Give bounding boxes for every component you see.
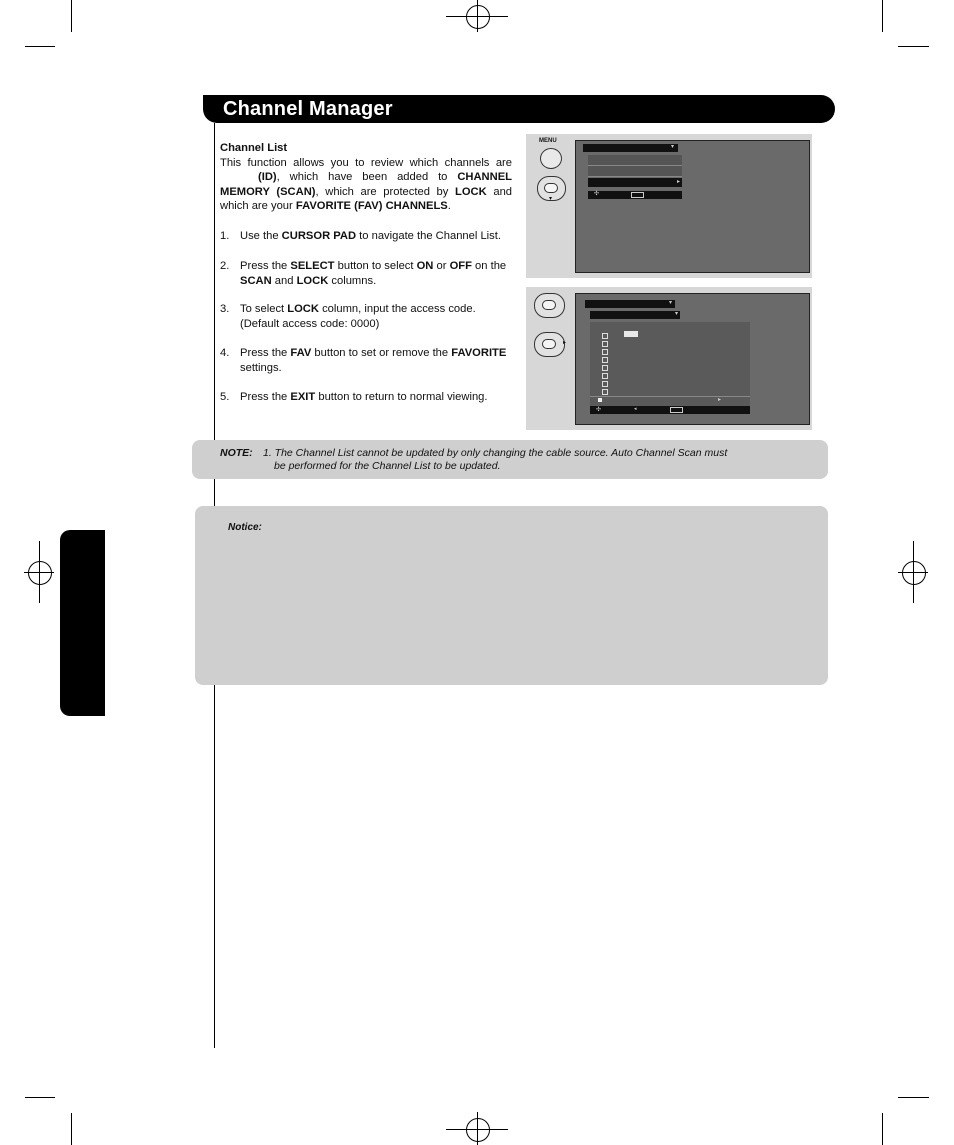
intro-paragraph <box>220 156 512 214</box>
tv-screen <box>575 293 810 425</box>
crop-mark <box>71 0 72 32</box>
intro-text: , which have been added to <box>276 171 448 183</box>
step-keyword: ON <box>416 260 434 272</box>
step-text: To select <box>240 303 288 315</box>
select-button[interactable] <box>542 300 556 310</box>
menu-item <box>588 166 682 177</box>
tv-screen <box>575 140 810 273</box>
menu-title-bar <box>585 300 675 308</box>
select-button[interactable] <box>544 183 558 193</box>
step-number: 5. <box>220 391 230 403</box>
step-keyword: CURSOR PAD <box>281 230 357 242</box>
select-key-icon <box>670 407 683 413</box>
step-text: column, input the access code. <box>318 303 476 315</box>
chevron-down-icon: ▾ <box>671 144 675 150</box>
step-4 <box>220 346 520 375</box>
crop-mark <box>882 0 883 32</box>
step-keyword: FAVORITE <box>451 347 507 359</box>
chevron-left-icon: ◂ <box>634 406 637 412</box>
menu-item-selected <box>588 178 682 187</box>
step-2 <box>220 259 520 288</box>
chevron-down-icon: ▾ <box>669 300 673 306</box>
step-keyword: OFF <box>449 260 472 272</box>
step-number: 1. <box>220 230 230 242</box>
step-3 <box>220 302 520 331</box>
cursor-pad-button[interactable] <box>534 332 565 357</box>
step-keyword: LOCK <box>287 303 319 315</box>
divider <box>590 396 750 397</box>
select-button[interactable] <box>542 339 556 349</box>
step-text: on the <box>471 260 507 272</box>
step-text: columns. <box>328 274 377 287</box>
checkbox[interactable] <box>602 381 608 387</box>
step-number: 4. <box>220 347 230 359</box>
intro-channel-memory: CHANNEL MEMORY (SCAN) <box>220 171 513 198</box>
note-label: NOTE: <box>220 447 253 459</box>
title-bar <box>203 95 835 123</box>
step-text: to navigate the Channel List. <box>356 230 501 242</box>
step-number: 3. <box>220 303 230 315</box>
channel-list-section <box>220 141 512 214</box>
step-number: 2. <box>220 260 230 272</box>
highlighted-cell <box>624 331 638 337</box>
screen-illustration-main-menu <box>526 134 812 278</box>
step-1 <box>220 229 520 244</box>
step-keyword: FAV <box>290 347 312 359</box>
intro-text: and which are your <box>220 185 513 212</box>
intro-text: This function allows you to review which channels are <box>220 156 512 169</box>
chevron-down-icon: ▾ <box>675 311 679 317</box>
chevron-down-icon: ▾ <box>549 196 553 202</box>
intro-lock: LOCK <box>455 185 487 198</box>
square-icon <box>598 398 602 402</box>
note-line-1: 1. The Channel List cannot be updated by only changing the cable source. Auto Channel Scan must <box>263 447 728 459</box>
crop-mark <box>71 1113 72 1145</box>
cursor-arrows-icon: ✣ <box>594 191 600 197</box>
select-key-icon <box>631 192 644 198</box>
step-text: button to return to normal viewing. <box>315 391 488 403</box>
chevron-right-icon: ▸ <box>718 397 722 403</box>
side-tab <box>60 530 105 716</box>
step-text: Press the <box>240 347 291 359</box>
notice-label: Notice: <box>228 522 262 533</box>
notice-box <box>195 506 828 685</box>
section-heading: Channel List <box>220 142 288 154</box>
checkbox[interactable] <box>602 357 608 363</box>
note-line-2: be performed for the Channel List to be updated. <box>274 460 501 472</box>
checkbox[interactable] <box>602 341 608 347</box>
step-text: (Default access code: 0000) <box>240 317 380 330</box>
step-keyword: LOCK <box>296 274 329 287</box>
intro-text: . <box>447 200 451 212</box>
checkbox[interactable] <box>602 349 608 355</box>
chevron-right-icon: ▸ <box>677 179 681 185</box>
step-keyword: SCAN <box>240 274 272 287</box>
checkbox[interactable] <box>602 373 608 379</box>
crop-mark <box>25 1097 55 1098</box>
checkbox[interactable] <box>602 389 608 395</box>
crop-mark <box>898 46 929 47</box>
page-title: Channel Manager <box>223 98 393 120</box>
step-text: Press the <box>240 260 291 272</box>
step-keyword: SELECT <box>290 260 335 272</box>
menu-item <box>588 155 682 166</box>
checkbox[interactable] <box>602 333 608 339</box>
step-text: button to set or remove the <box>311 347 452 359</box>
menu-button-label: MENU <box>539 138 557 144</box>
step-keyword: EXIT <box>290 391 316 403</box>
step-text: or <box>433 260 450 272</box>
crop-mark <box>882 1113 883 1145</box>
step-text: Press the <box>240 391 291 403</box>
crop-mark <box>25 46 55 47</box>
intro-text: , which are protected by <box>315 185 449 198</box>
channel-list-table <box>590 322 750 414</box>
submenu-title-bar <box>590 311 680 319</box>
menu-button[interactable] <box>540 148 562 169</box>
intro-id: (ID) <box>258 171 277 183</box>
cursor-arrows-icon: ✣ <box>596 407 602 413</box>
step-text: settings. <box>240 361 282 374</box>
menu-title-bar <box>583 144 678 152</box>
step-text: button to select <box>334 260 417 272</box>
chevron-right-icon: ▸ <box>563 340 567 346</box>
screen-illustration-channel-list <box>526 287 812 430</box>
intro-favorite: FAVORITE (FAV) CHANNELS <box>295 200 448 212</box>
note-box <box>192 440 828 479</box>
step-text: Use the <box>240 230 282 242</box>
checkbox[interactable] <box>602 365 608 371</box>
step-text: and <box>271 274 297 287</box>
step-5 <box>220 390 520 405</box>
cursor-pad-button[interactable] <box>534 293 565 318</box>
crop-mark <box>898 1097 929 1098</box>
